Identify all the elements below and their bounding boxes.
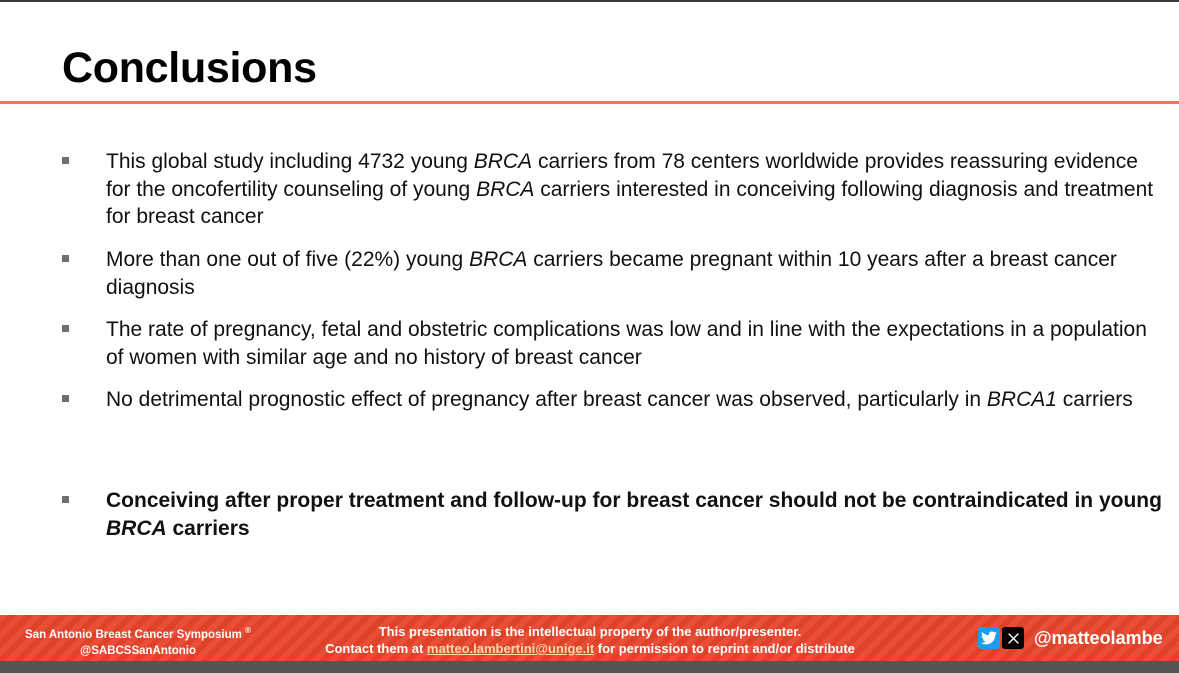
italic-gene-term: BRCA1 bbox=[986, 388, 1057, 411]
bullet-text bbox=[106, 148, 1166, 231]
text-run: carriers from 78 centers worldwide provides reassuring evidence for the oncofertility counseling of young bbox=[106, 150, 1138, 201]
square-bullet-icon bbox=[62, 496, 69, 503]
bullet-text bbox=[106, 316, 1166, 371]
footer-bottom-strip bbox=[0, 661, 1179, 673]
italic-gene-term: BRCA bbox=[476, 177, 535, 201]
text-run: More than one out of five (22%) young bbox=[106, 248, 470, 271]
text-run: carriers bbox=[1056, 388, 1133, 411]
bullet-text bbox=[106, 386, 1166, 414]
bullet-text-bold bbox=[106, 487, 1166, 542]
symposium-info bbox=[8, 623, 268, 659]
registered-mark: ® bbox=[245, 626, 251, 635]
italic-gene-term: BRCA bbox=[106, 516, 167, 540]
ip-notice-line1: This presentation is the intellectual property of the author/presenter. bbox=[378, 624, 802, 639]
text-run: No detrimental prognostic effect of pregnancy after breast cancer was observed, particularly in bbox=[106, 388, 987, 411]
symposium-name: San Antonio Breast Cancer Symposium ® bbox=[25, 626, 251, 641]
social-handle-group bbox=[978, 625, 1163, 651]
symposium-handle: @SABCSSanAntonio bbox=[80, 644, 196, 657]
text-run: carriers became pregnant within 10 years after a breast cancer diagnosis bbox=[106, 248, 1117, 299]
square-bullet-icon bbox=[62, 157, 69, 164]
presenter-twitter-handle: @matteolambe bbox=[1034, 627, 1163, 648]
square-bullet-icon bbox=[62, 395, 69, 402]
title-divider bbox=[0, 101, 1179, 104]
ip-notice bbox=[270, 623, 910, 657]
square-bullet-icon bbox=[62, 325, 69, 332]
top-border bbox=[0, 0, 1179, 2]
ip-notice-line2: Contact them at matteo.lambertini@unige.it for permission to reprint and/or distribute bbox=[325, 641, 855, 656]
contact-email-link[interactable]: matteo.lambertini@unige.it bbox=[426, 641, 595, 656]
x-logo-icon bbox=[1002, 627, 1024, 649]
bullet-text bbox=[106, 246, 1166, 301]
text-run: carriers bbox=[166, 516, 250, 540]
twitter-bird-icon bbox=[978, 627, 1000, 649]
square-bullet-icon bbox=[62, 255, 69, 262]
text-run: Conceiving after proper treatment and follow-up for breast cancer should not be contraindicated in young bbox=[106, 489, 1162, 512]
footer-banner bbox=[0, 615, 1179, 661]
text-run: This global study including 4732 young bbox=[106, 150, 474, 173]
text-run: The rate of pregnancy, fetal and obstetric complications was low and in line with the expectations in a population of women with similar age and no history of breast cancer bbox=[106, 318, 1147, 369]
italic-gene-term: BRCA bbox=[469, 248, 528, 271]
slide-title: Conclusions bbox=[62, 44, 317, 92]
text-run: carriers interested in conceiving following diagnosis and treatment for breast cancer bbox=[106, 177, 1154, 228]
italic-gene-term: BRCA bbox=[473, 150, 533, 173]
